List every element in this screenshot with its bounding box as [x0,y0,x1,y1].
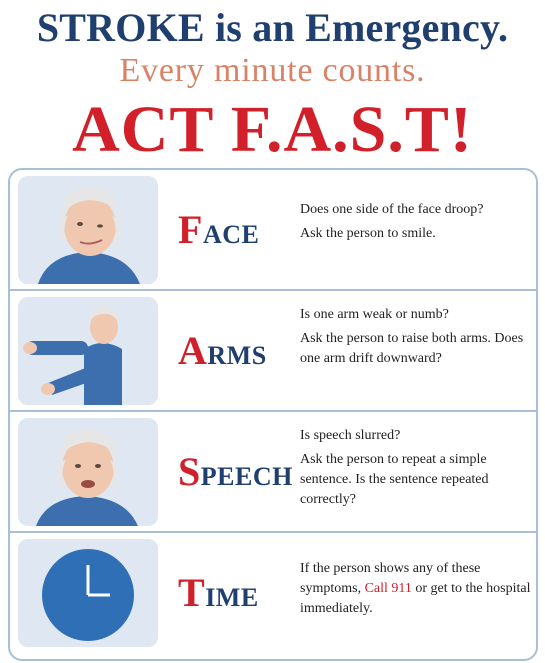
word-time: TIME [178,570,259,615]
word-speech: SPEECH [178,449,293,494]
letter-f: F [178,207,203,252]
time-description [300,559,532,623]
letter-t: T [178,570,206,615]
woman-face-droop-icon [18,176,158,284]
face-instruction: Ask the person to smile. [300,226,436,241]
headline-act-fast: ACT F.A.S.T! [72,93,473,166]
row-arms [10,291,536,412]
row-speech [10,412,536,533]
woman-speaking-icon [18,418,158,526]
face-description [300,200,532,248]
time-text-after: or get to the hospital immediately. [300,581,531,616]
speech-image [18,418,158,526]
call-911: Call 911 [364,581,412,596]
headline-every-minute: Every minute counts. [119,52,426,89]
header [0,0,545,170]
face-image [18,176,158,284]
face-question: Does one side of the face droop? [300,202,484,217]
speech-description [300,426,532,514]
row-face [10,170,536,291]
word-face: FACE [178,207,260,252]
clock-icon [18,539,158,647]
letter-a: A [178,328,208,373]
arms-question: Is one arm weak or numb? [300,307,449,322]
time-image [18,539,158,647]
woman-arms-raised-icon [18,297,158,405]
speech-question: Is speech slurred? [300,428,401,443]
word-arms: ARMS [178,328,267,373]
arms-instruction: Ask the person to raise both arms. Does one arm drift downward? [300,331,524,366]
time-text-before: If the person shows any of these symptoms, [300,561,481,596]
arms-description [300,305,532,373]
letter-s: S [178,449,201,494]
arms-image [18,297,158,405]
row-time [10,533,536,659]
headline-emergency: STROKE is an Emergency. [36,5,509,50]
speech-instruction: Ask the person to repeat a simple sentence. Is the sentence repeated correctly? [300,452,489,507]
fast-card [8,168,538,661]
